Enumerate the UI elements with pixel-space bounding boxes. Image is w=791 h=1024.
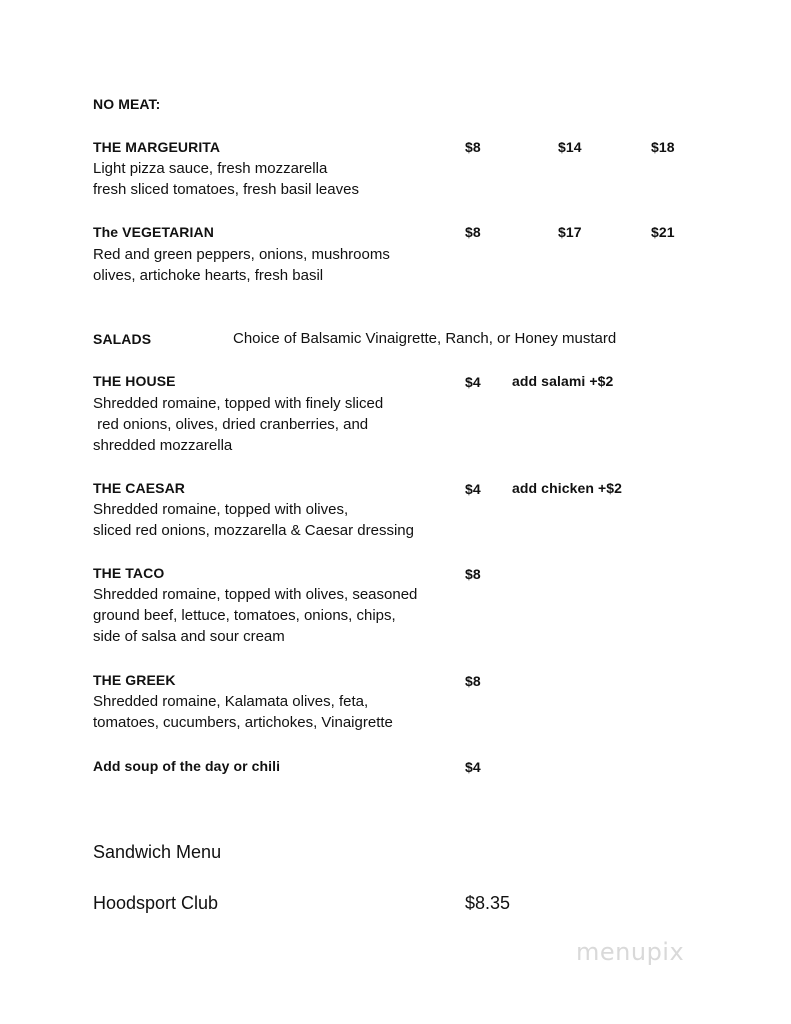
house-salad-addon: add salami +$2	[512, 373, 614, 389]
vegetarian-price-small: $8	[465, 224, 481, 240]
description-line: side of salsa and sour cream	[93, 628, 285, 645]
description-line: Shredded romaine, Kalamata olives, feta,	[93, 693, 369, 710]
description-line: Shredded romaine, topped with olives, seasoned	[93, 586, 418, 603]
margeurita-name: THE MARGEURITA	[93, 139, 221, 155]
description-line: tomatoes, cucumbers, artichokes, Vinaigrette	[93, 714, 393, 731]
house-salad-description	[93, 393, 383, 456]
house-salad-price: $4	[465, 374, 481, 390]
vegetarian-description	[93, 244, 390, 286]
description-line: olives, artichoke hearts, fresh basil	[93, 267, 324, 284]
salads-heading: SALADS	[93, 331, 152, 347]
description-line: sliced red onions, mozzarella & Caesar dressing	[93, 522, 414, 539]
margeurita-description	[93, 158, 359, 200]
taco-salad-price: $8	[465, 566, 481, 582]
caesar-salad-description	[93, 499, 414, 541]
description-line: Shredded romaine, topped with olives,	[93, 501, 349, 518]
description-line: red onions, olives, dried cranberries, and	[93, 416, 369, 433]
margeurita-price-small: $8	[465, 139, 481, 155]
hoodsport-club-price: $8.35	[465, 893, 511, 913]
description-line: ground beef, lettuce, tomatoes, onions, chips,	[93, 607, 396, 624]
vegetarian-price-large: $21	[651, 224, 675, 240]
greek-salad-description	[93, 691, 393, 733]
margeurita-price-large: $18	[651, 139, 675, 155]
greek-salad-price: $8	[465, 673, 481, 689]
vegetarian-name: The VEGETARIAN	[93, 224, 214, 240]
description-line: Red and green peppers, onions, mushrooms	[93, 246, 390, 263]
soup-addon-name: Add soup of the day or chili	[93, 758, 281, 774]
hoodsport-club-name: Hoodsport Club	[93, 893, 219, 913]
description-line: shredded mozzarella	[93, 437, 233, 454]
description-line: Shredded romaine, topped with finely sliced	[93, 395, 384, 412]
vegetarian-price-medium: $17	[558, 224, 582, 240]
sandwich-menu-heading: Sandwich Menu	[93, 842, 222, 862]
house-salad-name: THE HOUSE	[93, 373, 176, 389]
margeurita-price-medium: $14	[558, 139, 582, 155]
taco-salad-name: THE TACO	[93, 565, 165, 581]
description-line: Light pizza sauce, fresh mozzarella	[93, 160, 328, 177]
no-meat-heading: NO MEAT:	[93, 96, 161, 112]
caesar-salad-price: $4	[465, 481, 481, 497]
taco-salad-description	[93, 584, 417, 647]
soup-addon-price: $4	[465, 759, 481, 775]
menupix-watermark: menupix	[576, 938, 685, 966]
dressing-note: Choice of Balsamic Vinaigrette, Ranch, or Honey mustard	[233, 330, 617, 347]
caesar-salad-addon: add chicken +$2	[512, 480, 623, 496]
caesar-salad-name: THE CAESAR	[93, 480, 186, 496]
greek-salad-name: THE GREEK	[93, 672, 176, 688]
description-line: fresh sliced tomatoes, fresh basil leaves	[93, 181, 359, 198]
